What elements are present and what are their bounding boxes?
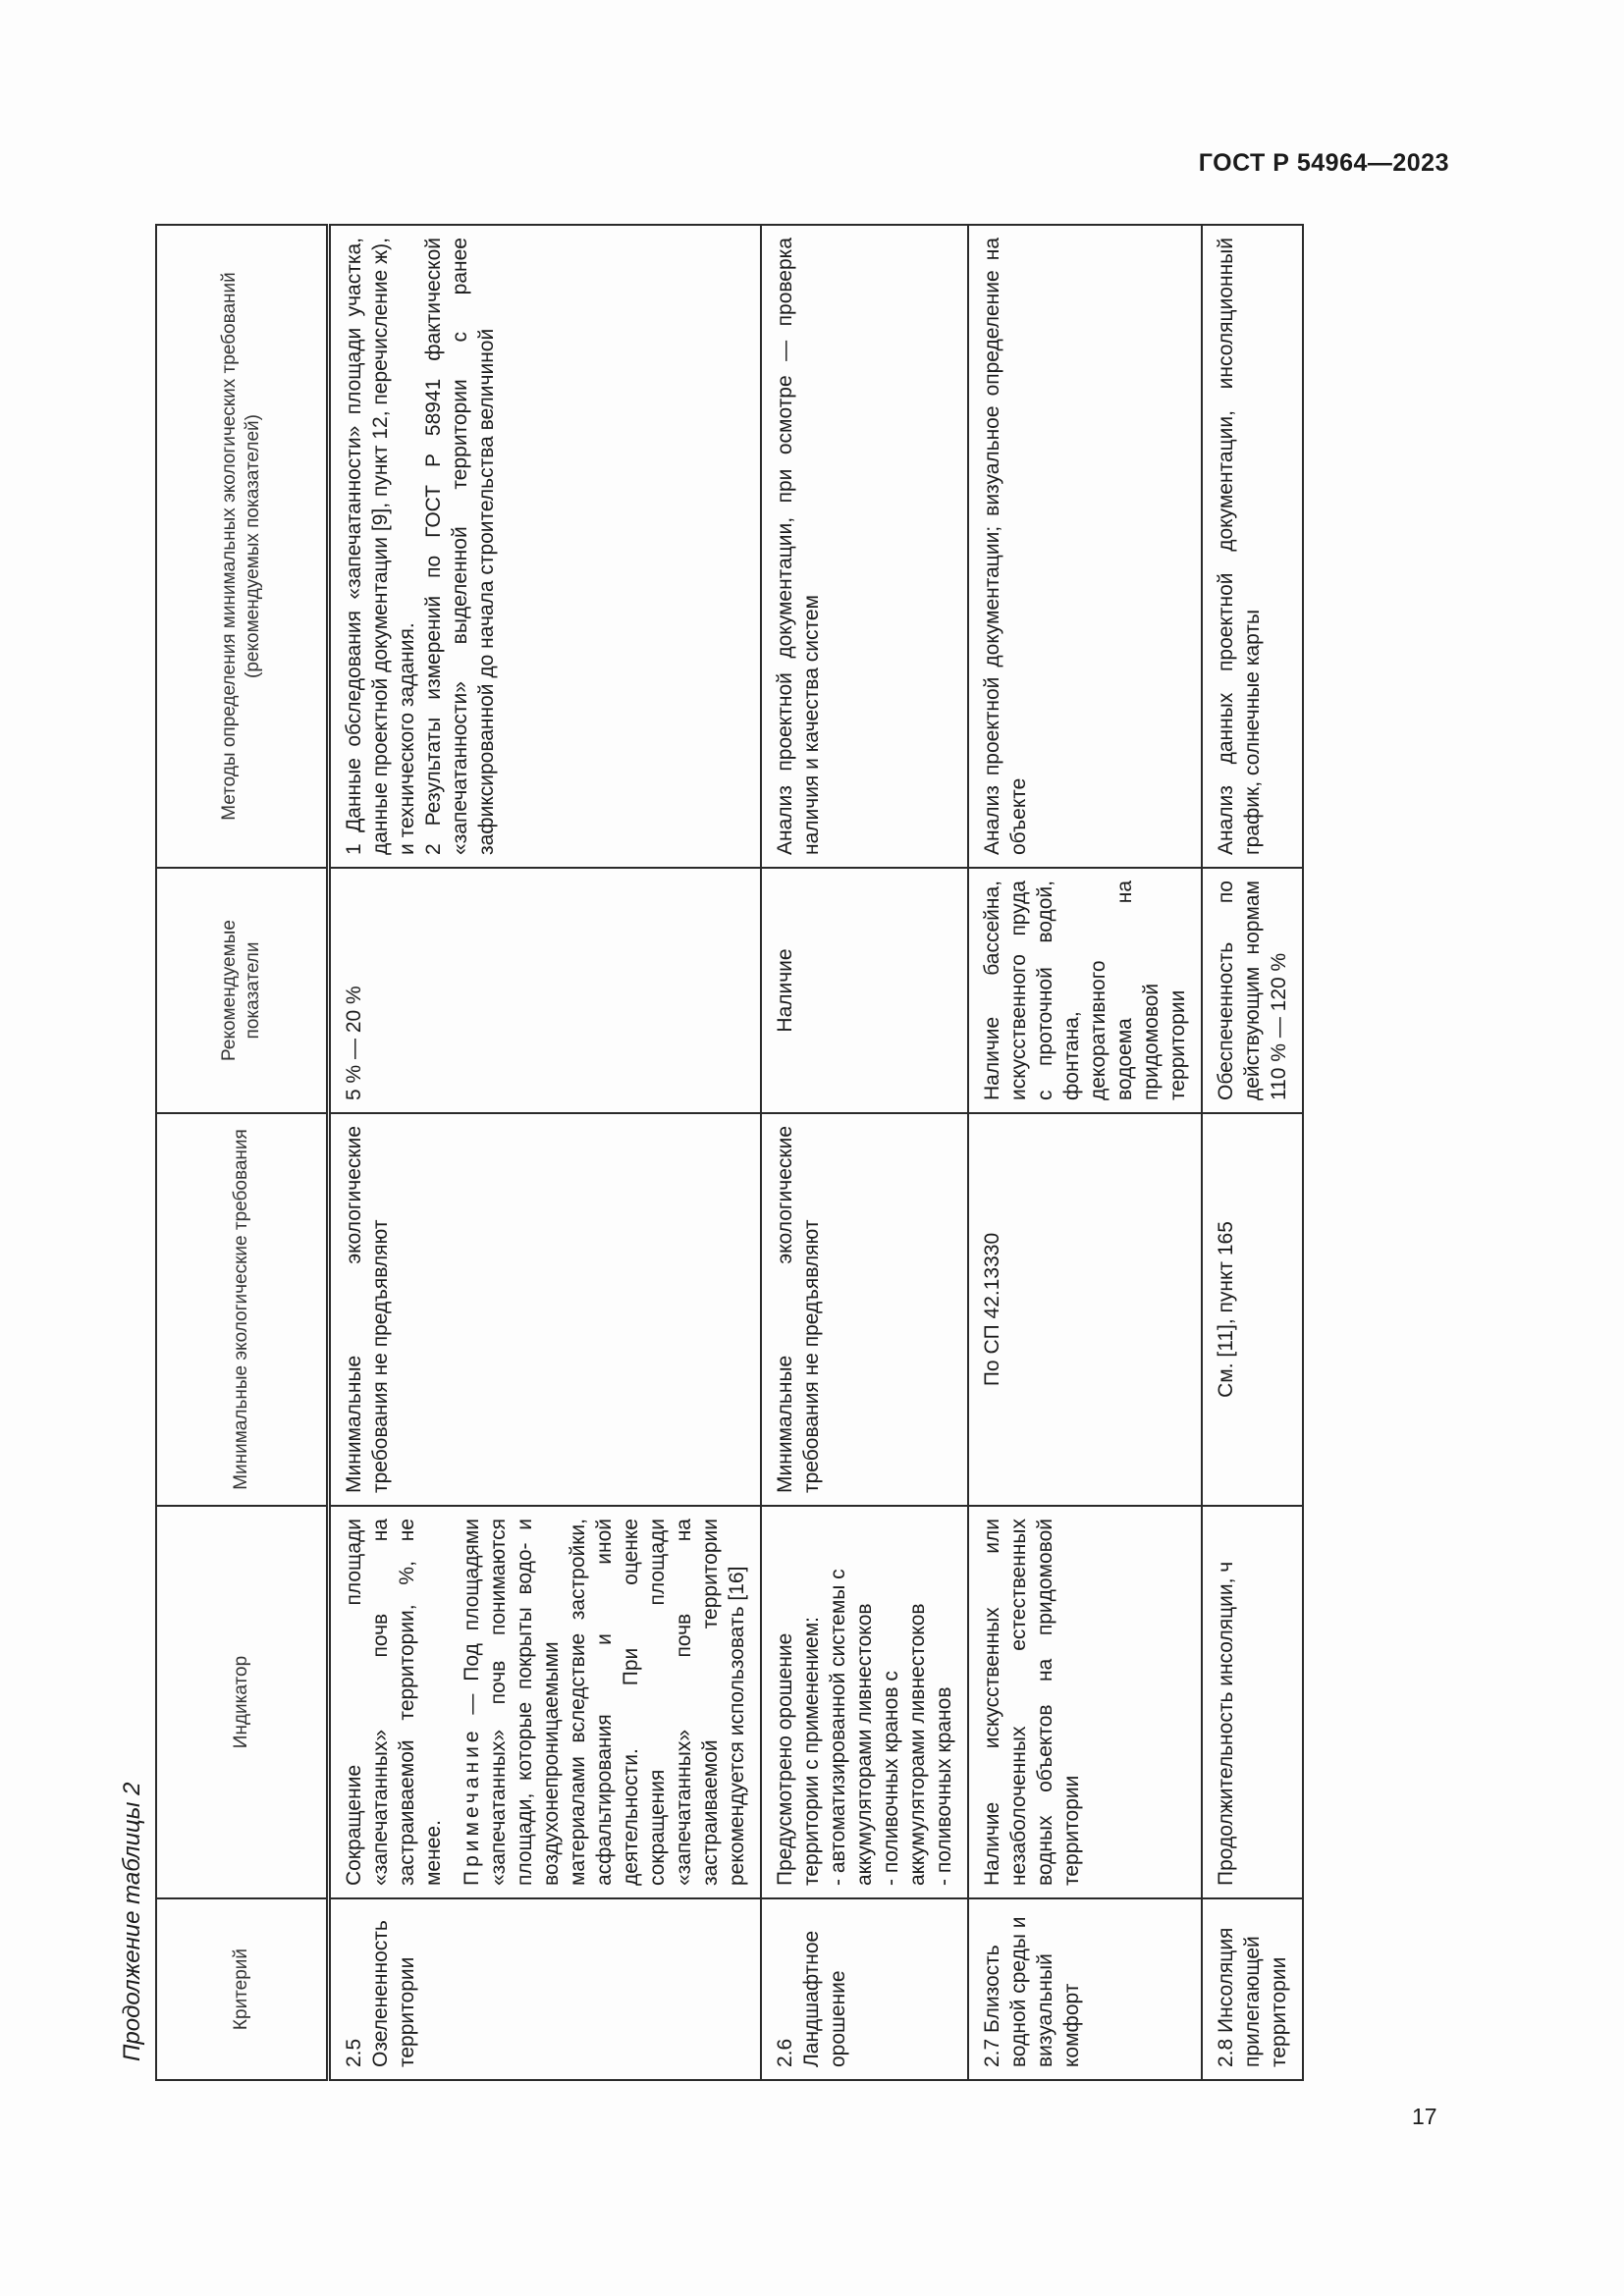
cell-criterion: 2.8 Инсоляция прилегающей территории — [1202, 1898, 1303, 2080]
rotated-table-page — [118, 20, 1296, 2081]
cell-recommended: Наличие — [761, 868, 968, 1113]
header-indicator: Индикатор — [156, 1506, 329, 1898]
cell-methods: Анализ проектной документации, при осмотре — проверка наличия и качества систем — [761, 225, 968, 868]
cell-indicator: Продолжительность инсоляции, ч — [1202, 1506, 1303, 1898]
indicator-note — [459, 1519, 750, 1886]
header-recommended: Рекомендуемые показатели — [156, 868, 329, 1113]
table-header-row — [156, 225, 329, 2080]
table-continuation-caption: Продолжение таблицы 2 — [119, 1782, 145, 2061]
cell-methods: Анализ данных проектной документации, инсоляционный график, солнечные карты — [1202, 225, 1303, 868]
header-criterion: Критерий — [156, 1898, 329, 2080]
note-text: — Под площадями «запечатанных» почв понимаются площади, которые покрыты водо- и воздухонепроницаемыми материалами вследствие застройки, асфальтирования и иной деятельности. При оценке сокращения площади «запечатанных» почв на застраиваемой территории рекомендуется использовать [16] — [460, 1519, 748, 1886]
cell-min-requirements: См. [11], пункт 165 — [1202, 1113, 1303, 1506]
note-label: Примечание — [460, 1727, 483, 1886]
cell-indicator: Наличие искусственных или незаболоченных естественных водных объектов на придомовой территории — [968, 1506, 1202, 1898]
cell-methods: 1 Данные обследования «запечатанности» площади участка, данные проектной документации [9], пункт 12, перечисление ж), и технического задания. 2 Результаты измерений по ГОСТ Р 58941 фактической «запечатанности» выделенной территории с ранее зафиксированной до начала строительства величиной — [329, 225, 762, 868]
cell-recommended: Наличие бассейна, искусственного пруда с проточной водой, фонтана, декоративного водоема на придомовой территории — [968, 868, 1202, 1113]
cell-criterion: 2.5 Озелененность территории — [329, 1898, 762, 2080]
table-row — [761, 225, 968, 2080]
criteria-table — [155, 224, 1304, 2081]
document-code: ГОСТ Р 54964—2023 — [1198, 149, 1449, 177]
cell-recommended: Обеспеченность по действующим нормам 110 % — 120 % — [1202, 868, 1303, 1113]
cell-min-requirements: По СП 42.13330 — [968, 1113, 1202, 1506]
cell-min-requirements: Минимальные экологические требования не предъявляют — [329, 1113, 762, 1506]
table-row — [329, 225, 762, 2080]
cell-indicator — [329, 1506, 762, 1898]
table-row — [968, 225, 1202, 2080]
header-methods: Методы определения минимальных экологических требований (рекомендуемых показателей) — [156, 225, 329, 868]
cell-recommended: 5 % — 20 % — [329, 868, 762, 1113]
cell-indicator: Предусмотрено орошение территории с применением: - автоматизированной системы с аккумуляторами ливнестоков - поливочных кранов с аккумуляторами ливнестоков - поливочных кранов — [761, 1506, 968, 1898]
table-row — [1202, 225, 1303, 2080]
page-number: 17 — [1412, 2104, 1437, 2129]
indicator-text: Сокращение площади «запечатанных» почв на застраиваемой территории, %, не менее. — [343, 1519, 445, 1886]
cell-min-requirements: Минимальные экологические требования не предъявляют — [761, 1113, 968, 1506]
header-min-requirements: Минимальные экологические требования — [156, 1113, 329, 1506]
cell-criterion: 2.7 Близость водной среды и визуальный комфорт — [968, 1898, 1202, 2080]
cell-methods: Анализ проектной документации; визуальное определение на объекте — [968, 225, 1202, 868]
cell-criterion: 2.6 Ландшафтное орошение — [761, 1898, 968, 2080]
